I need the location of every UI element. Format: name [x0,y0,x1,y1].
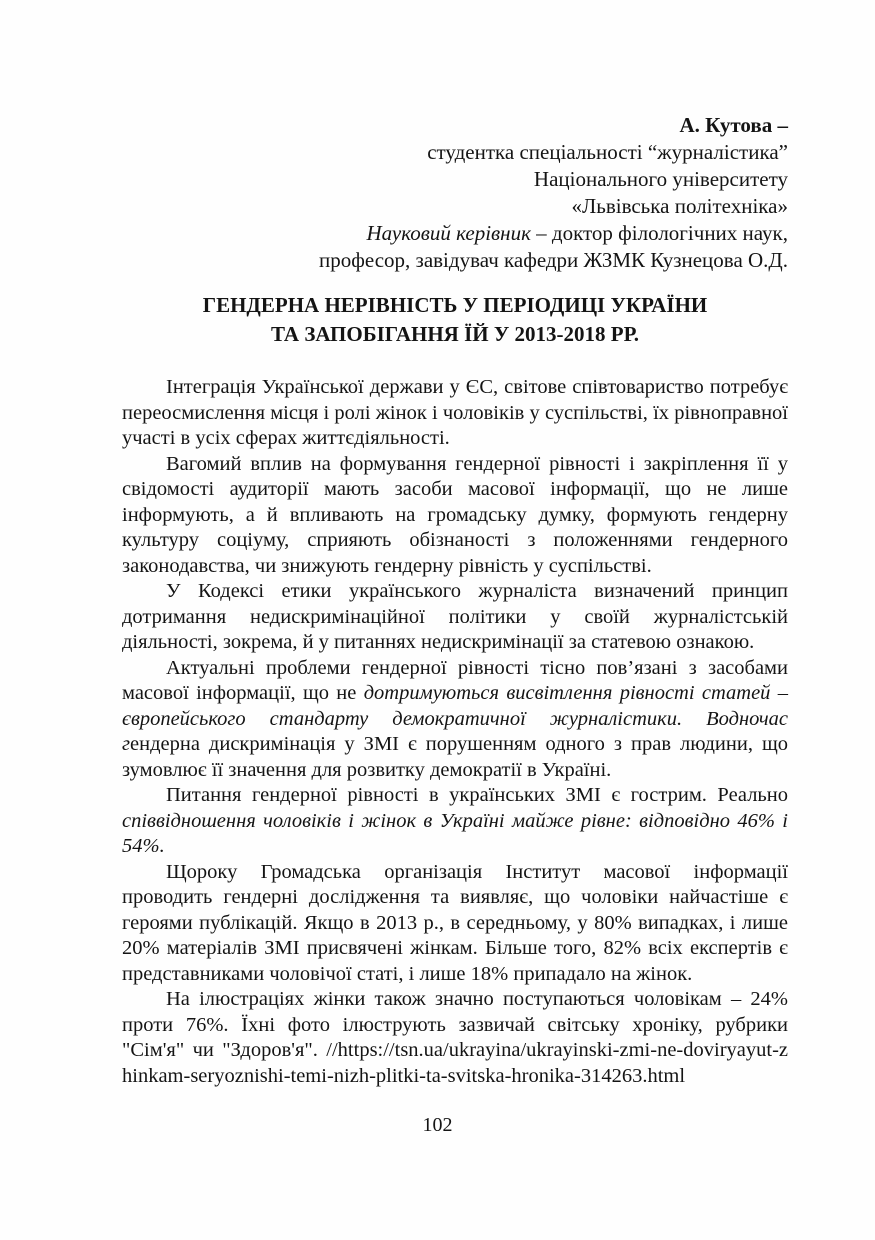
page-number: 102 [422,1114,453,1136]
paragraph-5 [122,783,788,860]
paragraph-text: У Кодексі етики українського журналіста визначений принцип дотримання недискримінаційної політики у своїй журналістській діяльності, зокрема, й у питаннях недискримінації за статевою ознакою. [122,580,788,653]
paragraph-3 [122,579,788,656]
paragraph-2 [122,452,788,580]
advisor-label: Науковий керівник [366,221,531,245]
article-title-line2: ТА ЗАПОБІГАННЯ ЇЙ У 2013-2018 РР. [270,322,640,346]
paragraph-text-italic: дотримуються висвітлення рівності статей – європейського стандарту демократичної журналістики. Водночас г [122,682,788,755]
byline-advisor-line2: професор, завідувач кафедри ЖЗМК Кузнецова О.Д. [319,248,788,272]
paragraph-text-italic: співвідношення чоловіків і жінок в Україні майже рівне: відповідно 46% і 54%. [122,809,788,857]
paragraph-text: Щороку Громадська організація Інститут масової інформації проводить гендерні дослідження та виявляє, що чоловіки найчастіше є героями публікацій. Якщо в 2013 р., в середньому, у 80% випадках, і лише 20% матеріалів ЗМІ присвячені жінкам. Більше того, 82% всіх експертів є представниками чоловічої статі, і лише 18% припадало на жінок. [122,860,788,985]
advisor-rest: – доктор філологічних наук, [530,221,788,245]
byline [122,112,788,274]
byline-line: «Львівська політехніка» [571,194,788,218]
byline-line: студентка спеціальності “журналістика” [427,140,788,164]
paragraph-text: На ілюстраціях жінки також значно поступаються чоловікам – 24% проти 76%. Їхні фото ілюструють зазвичай світську хроніку, рубрики "Сім'я" чи "Здоров'я". [122,988,788,1061]
paragraph-1 [122,375,788,452]
source-url-text: //https://tsn.ua/ukrayina/ukrayinski-zmi-ne-doviryayut-zhinkam-seryoznishi-temi-nizh-plitki-ta-svitska-hronika-314263.html [122,1039,788,1087]
paragraph-text: Інтеграція Української держави у ЄС, світове співтовариство потребує переосмислення місця і ролі жінок і чоловіків у суспільстві, їх рівноправної участі в усіх сферах життєдіяльності. [122,376,788,449]
article-title [122,291,788,349]
article-title-line1: ГЕНДЕРНА НЕРІВНІСТЬ У ПЕРІОДИЦІ УКРАЇНИ [202,293,708,317]
byline-advisor-line [122,220,788,247]
byline-author: А. Кутова – [679,113,788,137]
paragraph-7 [122,987,788,1089]
paragraph-text: Питання гендерної рівності в українських ЗМІ є гострим. Реально [166,784,788,806]
paragraph-6 [122,860,788,988]
byline-line: Національного університету [533,167,788,191]
article-body [122,375,788,1089]
paragraph-text: ендерна дискримінація у ЗМІ є порушенням одного з прав людини, що зумовлює її значення для розвитку демократії в Україні. [122,733,788,781]
text-block [122,0,788,1089]
paragraph-text: Вагомий вплив на формування гендерної рівності і закріплення її у свідомості аудиторії мають засоби масової інформації, що не лише інформують, а й впливають на громадську думку, формують гендерну культуру соціуму, сприяють обізнаності з положеннями гендерного законодавства, чи знижують гендерну рівність у суспільстві. [122,452,788,577]
paragraph-text: Актуальні проблеми гендерної рівності тісно пов’язані з засобами масової інформації, що не [122,656,788,704]
paragraph-4 [122,656,788,784]
